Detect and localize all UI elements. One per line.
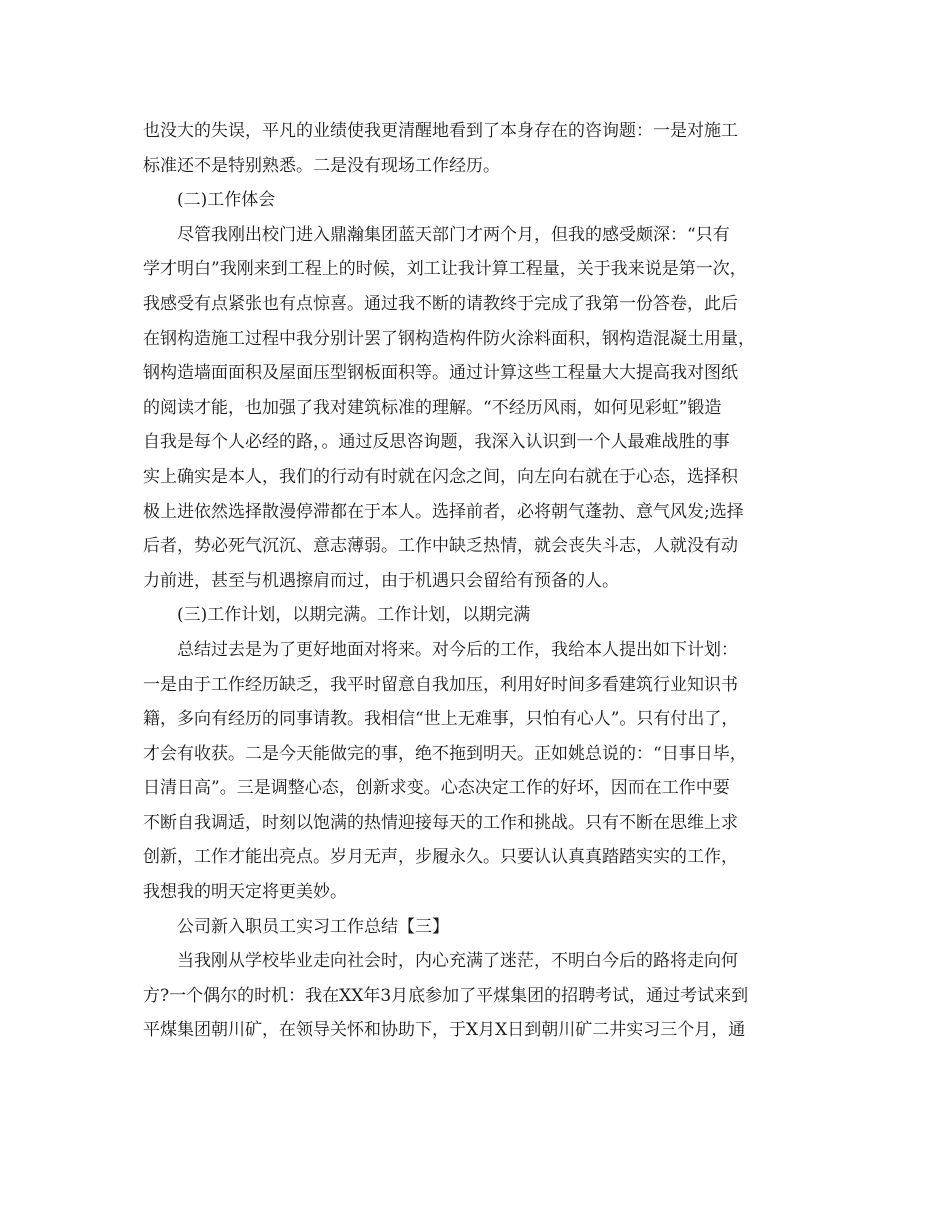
text-line: 公司新入职员工实习工作总结【三】 [177,916,449,937]
text-line: 在钢构造施工过程中我分别计罢了钢构造构件防火涂料面积，钢构造混凝土用量， [143,328,755,349]
text-line: 钢构造墙面面积及屋面压型钢板面积等。通过计算这些工程量大大提高我对图纸 [143,363,738,384]
text-line: 学才明白”我刚来到工程上的时候，刘工让我计算工程量，关于我来说是第一次， [143,259,747,280]
text-line: 日清日高”。三是调整心态，创新求变。心态决定工作的好坏，因而在工作中要 [143,778,730,799]
text-line: 才会有收获。二是今天能做完的事，绝不拖到明天。正如姚总说的：“日事日毕， [143,743,747,764]
text-line: 创新，工作才能出亮点。岁月无声，步履永久。只要认认真真踏踏实实的工作， [143,847,738,868]
text-line: (三)工作计划，以期完满。工作计划，以期完满 [177,605,531,626]
text-line: 也没大的失误，平凡的业绩使我更清醒地看到了本身存在的咨询题：一是对施工 [143,121,738,141]
text-line: (二)工作体会 [177,190,276,211]
text-line: 自我是每个人必经的路，。通过反思咨询题，我深入认识到一个人最难战胜的事 [143,432,730,453]
text-line: 不断自我调适，时刻以饱满的热情迎接每天的工作和挑战。只有不断在思维上求 [143,812,738,833]
document-body [143,114,813,1048]
text-line: 标准还不是特别熟悉。二是没有现场工作经历。 [143,155,500,176]
text-line: 后者，势必死气沉沉、意志薄弱。工作中缺乏热情，就会丧失斗志，人就没有动 [143,536,738,557]
text-line: 我想我的明天定将更美妙。 [143,882,347,903]
text-line: 当我刚从学校毕业走向社会时，内心充满了迷茫，不明白今后的路将走向何 [177,951,738,972]
text-line: 的阅读才能，也加强了我对建筑标准的理解。“不经历风雨，如何见彩虹”锻造 [143,397,722,418]
text-line: 总结过去是为了更好地面对将来。对今后的工作，我给本人提出如下计划： [177,639,738,660]
text-line: 尽管我刚出校门进入鼎瀚集团蓝天部门才两个月，但我的感受颇深：“只有 [177,224,730,245]
text-line: 籍，多向有经历的同事请教。我相信“世上无难事，只怕有心人”。只有付出了， [143,709,739,730]
text-line: 我感受有点紧张也有点惊喜。通过我不断的请教终于完成了我第一份答卷，此后 [143,293,738,314]
text-line: 平煤集团朝川矿，在领导关怀和协助下，于X月X日到朝川矿二井实习三个月，通 [143,1020,746,1041]
text-line: 力前进，甚至与机遇擦肩而过，由于机遇只会留给有预备的人。 [143,570,619,591]
text-line: 方?一个偶尔的时机：我在XX年3月底参加了平煤集团的招聘考试，通过考试来到 [143,985,749,1006]
text-line: 实上确实是本人，我们的行动有时就在闪念之间，向左向右就在于心态，选择积 [143,466,738,487]
text-line: 极上进依然选择散漫停滞都在于本人。选择前者，必将朝气蓬勃、意气风发;选择 [143,501,744,522]
text-line: 一是由于工作经历缺乏，我平时留意自我加压，利用好时间多看建筑行业知识书 [143,674,738,695]
